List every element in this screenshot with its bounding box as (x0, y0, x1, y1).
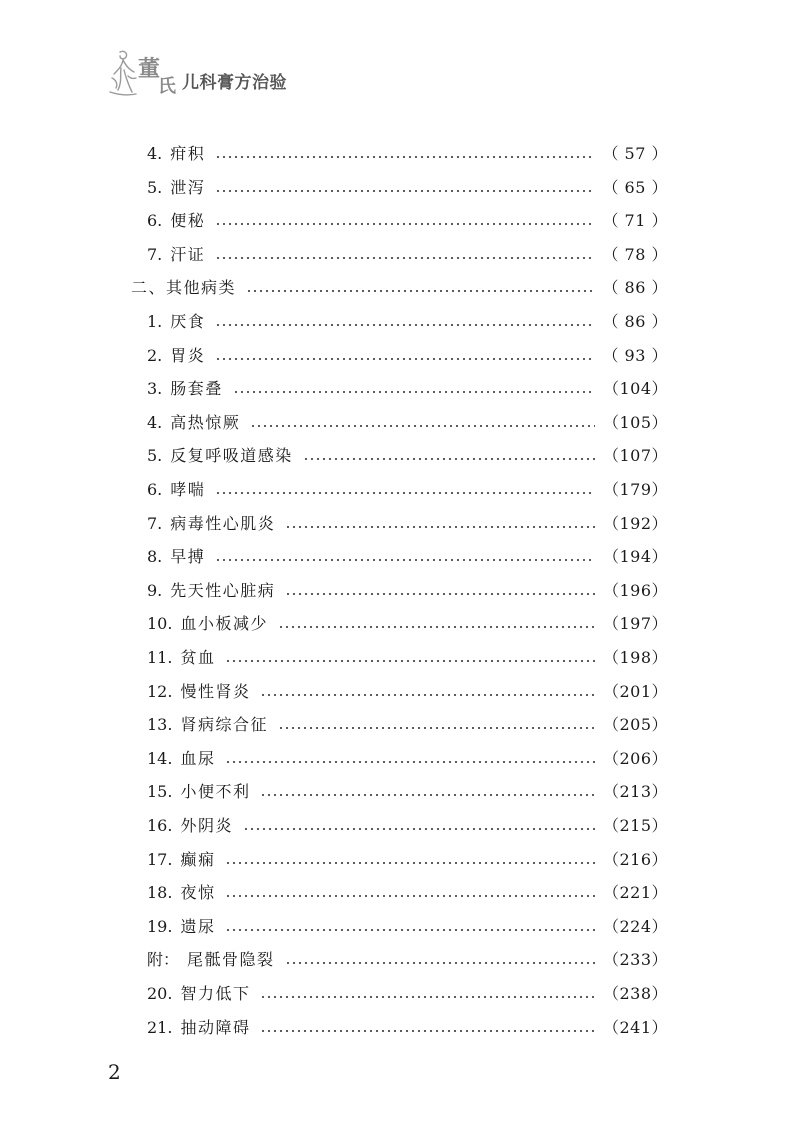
toc-entry-title: 病毒性心肌炎 (170, 513, 276, 533)
toc-entry (147, 646, 668, 670)
toc-section-heading (131, 276, 236, 300)
toc-entry (147, 545, 668, 569)
toc-entry-number: 7. (147, 244, 163, 264)
toc-entry-label (147, 512, 275, 536)
toc-entry-number: 6. (147, 480, 163, 499)
dot-leader (285, 962, 595, 964)
toc-entry-title: 便秘 (170, 211, 206, 231)
dot-leader (285, 593, 595, 595)
toc-entry-number: 5. (147, 177, 163, 197)
toc-entry (147, 142, 668, 166)
toc-entry-page: （ 86 ） (602, 312, 668, 331)
toc-entry (147, 713, 668, 737)
toc-entry-label (147, 377, 223, 401)
toc-entry-number: 9. (147, 580, 163, 600)
toc-entry-page: （224） (602, 916, 668, 936)
toc-entry-label (147, 881, 215, 905)
toc-entry-page: （213） (602, 782, 668, 802)
dot-leader (215, 324, 594, 326)
toc-entry-label (147, 948, 275, 972)
toc-entry-label (147, 344, 205, 368)
dot-leader (225, 895, 594, 897)
toc-entry-page: （104） (602, 379, 668, 399)
dot-leader (246, 290, 594, 292)
toc-entry-title: 癫痫 (180, 849, 216, 869)
toc-entry-title: 疳积 (170, 144, 206, 163)
toc-entry-page: （107） (602, 446, 668, 466)
toc-entry-page: （ 57 ） (602, 144, 668, 163)
dot-leader (278, 626, 595, 628)
toc-entry-page: （196） (602, 580, 668, 600)
dot-leader (260, 794, 594, 796)
toc-entry-number: 5. (147, 446, 163, 466)
toc-entry-label (147, 411, 240, 435)
toc-entry-title: 哮喘 (170, 480, 206, 499)
toc-entry (147, 680, 668, 704)
toc-entry-label (147, 915, 215, 939)
toc-entry-label (147, 310, 205, 334)
toc-entry-number: 11. (147, 648, 173, 667)
toc-entry (147, 747, 668, 771)
toc-entry (147, 377, 668, 401)
toc-entry-page: （216） (602, 849, 668, 869)
toc-entry-page: （192） (602, 513, 668, 533)
toc-entry-label (147, 680, 250, 704)
toc-entry-label (147, 747, 215, 771)
toc-entry-label (147, 142, 205, 166)
toc-entry-number: 4. (147, 144, 163, 163)
toc-entry-title: 肾病综合征 (180, 715, 268, 735)
toc-entry-number: 12. (147, 681, 173, 701)
toc-entry (147, 209, 668, 233)
toc-entry-label (147, 176, 205, 200)
dot-leader (225, 660, 594, 662)
toc-entry-title: 胃炎 (170, 345, 206, 365)
toc-entry (147, 579, 668, 603)
dot-leader (215, 358, 594, 360)
dot-leader (225, 929, 594, 931)
toc-entry-number: 14. (147, 748, 173, 768)
toc-entry (147, 444, 668, 468)
toc-entry-page: （233） (602, 950, 668, 970)
toc-entry-number: 16. (147, 816, 173, 835)
toc-entry-title: 慢性肾炎 (180, 681, 251, 701)
dot-leader (260, 694, 594, 696)
toc-entry (147, 881, 668, 905)
toc-entry-page: （105） (602, 412, 668, 432)
toc-entry-title: 反复呼吸道感染 (170, 446, 293, 466)
page-number: 2 (108, 1060, 121, 1084)
toc-entry-page: （201） (602, 681, 668, 701)
dot-leader (260, 1030, 594, 1032)
toc-entry (147, 310, 668, 334)
toc-entry (147, 344, 668, 368)
toc-entry (147, 814, 668, 838)
toc-entry-page: （ 93 ） (602, 345, 668, 365)
toc-entry-number: 20. (147, 984, 173, 1003)
toc-entry-page: （ 86 ） (602, 278, 668, 298)
toc-entry (147, 982, 668, 1006)
dot-leader (278, 727, 595, 729)
toc-entry-number: 2. (147, 345, 163, 365)
toc-entry-number: 13. (147, 715, 173, 735)
toc-entry-page: （ 71 ） (602, 211, 668, 231)
dot-leader (250, 425, 595, 427)
brand-char-2: 氏 (158, 76, 176, 97)
toc-entry-title: 血尿 (180, 748, 216, 768)
toc-entry-title: 贫血 (180, 648, 216, 667)
toc-entry-title: 智力低下 (180, 984, 251, 1003)
toc-entry-title: 尾骶骨隐裂 (187, 950, 275, 970)
toc-entry (147, 411, 668, 435)
figure-emblem-icon (106, 48, 140, 100)
toc-entry-page: （179） (602, 480, 668, 499)
toc-entry (147, 1016, 668, 1040)
toc-entry-number: 6. (147, 211, 163, 231)
running-header (106, 48, 366, 104)
toc-entry-label (147, 848, 215, 872)
toc-entry-page: （194） (602, 547, 668, 567)
toc-entry-title: 外阴炎 (180, 816, 233, 835)
dot-leader (225, 761, 594, 763)
dot-leader (243, 828, 595, 830)
toc-entry-label (147, 780, 250, 804)
toc-entry-label (147, 444, 293, 468)
toc-entry-title: 汗证 (170, 244, 206, 264)
toc-entry-number: 1. (147, 312, 163, 331)
dot-leader (215, 492, 595, 494)
toc-entry-page: （197） (602, 614, 668, 634)
toc-entry (147, 848, 668, 872)
toc-entry-title: 先天性心脏病 (170, 580, 276, 600)
brand-char-1: 董 (138, 56, 161, 82)
dot-leader (215, 190, 594, 192)
toc-entry-title: 厌食 (170, 312, 206, 331)
toc-entry-label (147, 1016, 250, 1040)
toc-entry-page: （206） (602, 748, 668, 768)
toc-entry-label (147, 612, 268, 636)
toc-entry-title: 二、其他病类 (131, 278, 237, 298)
toc-entry-page: （ 78 ） (602, 244, 668, 264)
toc-entry-title: 夜惊 (180, 883, 216, 903)
toc-entry (131, 276, 668, 300)
toc-entry-number: 4. (147, 412, 163, 432)
toc-entry-title: 血小板减少 (180, 614, 268, 634)
toc-entry-number: 7. (147, 513, 163, 533)
dot-leader (303, 458, 595, 460)
toc-entry-number: 10. (147, 614, 173, 634)
toc-entry (147, 512, 668, 536)
dot-leader (215, 257, 594, 259)
toc-entry-label (147, 579, 275, 603)
toc-entry-title: 高热惊厥 (170, 412, 241, 432)
toc-entry-label (147, 646, 215, 670)
toc-entry (147, 780, 668, 804)
toc-entry (147, 243, 668, 267)
toc-entry-page: （241） (602, 1017, 668, 1037)
dot-leader (215, 559, 595, 561)
toc-entry-title: 小便不利 (180, 782, 251, 802)
toc-entry-number: 8. (147, 547, 163, 567)
toc-entry-page: （215） (602, 816, 668, 835)
toc-entry-title: 抽动障碍 (180, 1017, 251, 1037)
toc-entry-page: （238） (602, 984, 668, 1003)
toc-entry-number: 21. (147, 1017, 173, 1037)
toc-entry-label (147, 478, 205, 502)
toc-entry-number: 18. (147, 883, 173, 903)
toc-entry (147, 915, 668, 939)
toc-entry-number: 15. (147, 782, 173, 802)
toc-entry-label (147, 243, 205, 267)
book-title: 儿科膏方治验 (182, 73, 287, 93)
toc-entry-title: 早搏 (170, 547, 206, 567)
dot-leader (215, 156, 594, 158)
toc-entry-title: 泄泻 (170, 177, 206, 197)
toc-entry-label (147, 982, 250, 1006)
toc-entry-label (147, 545, 205, 569)
toc-entry-label (147, 713, 268, 737)
toc-entry-label (147, 814, 233, 838)
toc-entry (147, 612, 668, 636)
toc-entry-number: 17. (147, 849, 173, 869)
dot-leader (233, 391, 595, 393)
dot-leader (285, 526, 595, 528)
toc-entry (147, 478, 668, 502)
dot-leader (215, 223, 594, 225)
toc-entry-number: 3. (147, 379, 163, 399)
toc-entry-title: 遗尿 (180, 916, 216, 936)
toc-entry-title: 肠套叠 (170, 379, 223, 399)
toc-entry-page: （221） (602, 883, 668, 903)
toc-entry-page: （ 65 ） (602, 177, 668, 197)
toc-entry-label (147, 209, 205, 233)
toc-entry (147, 176, 668, 200)
toc-entry-number: 附： (147, 950, 180, 970)
toc-entry-page: （205） (602, 715, 668, 735)
toc-entry-number: 19. (147, 916, 173, 936)
dot-leader (225, 862, 594, 864)
toc-entry (147, 948, 668, 972)
toc-entry-page: （198） (602, 648, 668, 667)
dot-leader (260, 996, 594, 998)
